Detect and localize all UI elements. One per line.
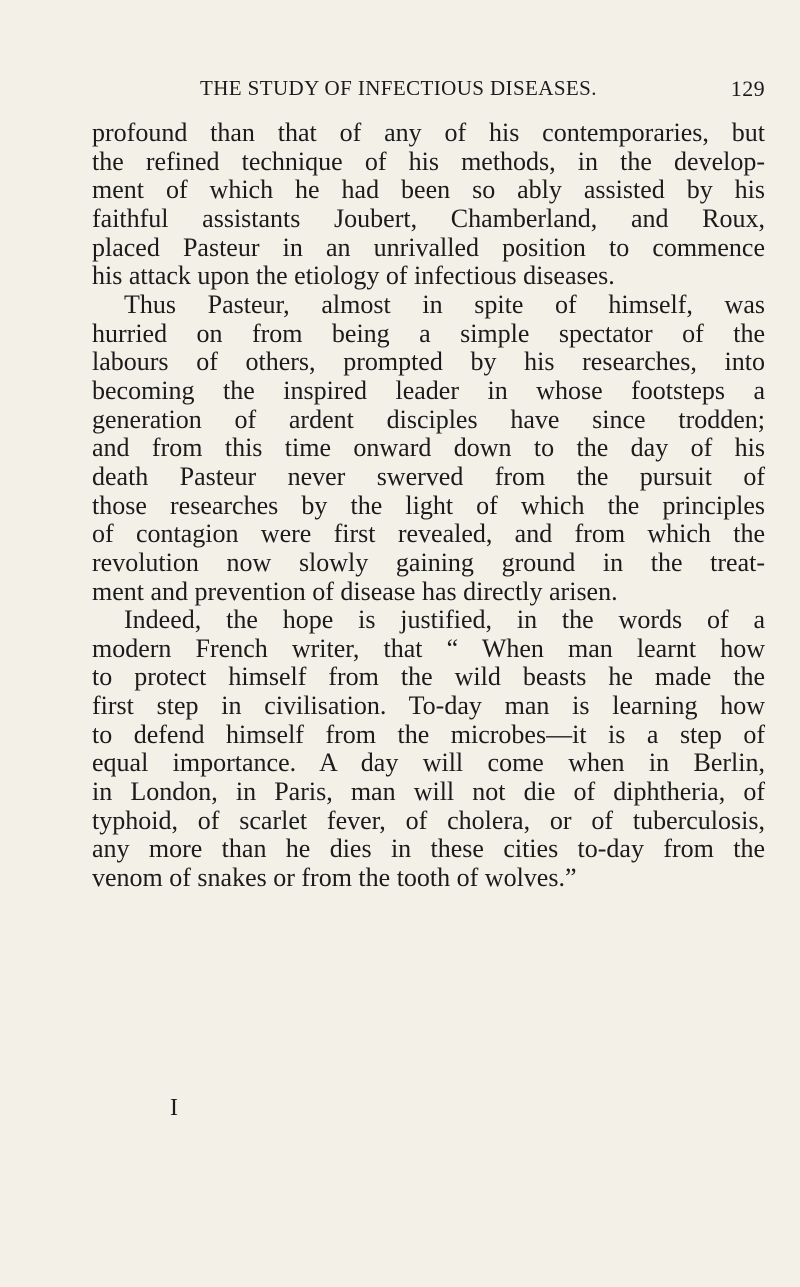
text-line: venom of snakes or from the tooth of wolves.” <box>92 863 577 893</box>
text-line: any more than he dies in these cities to-day from the <box>92 834 765 864</box>
text-line: in London, in Paris, man will not die of diphtheria, of <box>92 777 765 807</box>
text-line: modern French writer, that “ When man learnt how <box>92 633 765 663</box>
paragraph <box>92 119 765 291</box>
text-line: labours of others, prompted by his researches, into <box>92 347 765 377</box>
text-line: and from this time onward down to the day of his <box>92 433 765 463</box>
text-line: first step in civilisation. To-day man is learning how <box>92 691 765 721</box>
paragraph <box>92 291 765 606</box>
text-line: hurried on from being a simple spectator of the <box>92 318 765 348</box>
text-line: to defend himself from the microbes—it is a step of <box>92 719 765 749</box>
running-head <box>92 76 765 110</box>
text-line: the refined technique of his methods, in the develop- <box>92 146 765 176</box>
text-line: death Pasteur never swerved from the pursuit of <box>92 461 765 491</box>
text-line: typhoid, of scarlet fever, of cholera, or of tuberculosis, <box>92 805 765 835</box>
text-line: Thus Pasteur, almost in spite of himself, was <box>124 289 765 319</box>
text-line: ment and prevention of disease has directly arisen. <box>92 576 618 606</box>
paragraph <box>92 606 765 893</box>
text-line: his attack upon the etiology of infectious diseases. <box>92 261 615 291</box>
text-line: equal importance. A day will come when in Berlin, <box>92 748 765 778</box>
book-page <box>92 76 765 893</box>
text-line: ment of which he had been so ably assisted by his <box>92 175 765 205</box>
text-line: profound than that of any of his contemporaries, but <box>92 118 765 147</box>
text-line: Indeed, the hope is justified, in the words of a <box>124 605 765 635</box>
running-title: THE STUDY OF INFECTIOUS DISEASES. <box>200 76 597 100</box>
body-text <box>92 119 765 893</box>
page-number: 129 <box>730 76 765 101</box>
text-line: placed Pasteur in an unrivalled position to commence <box>92 232 765 262</box>
text-line: generation of ardent disciples have since trodden; <box>92 404 765 434</box>
text-line: revolution now slowly gaining ground in the treat- <box>92 547 765 577</box>
text-line: becoming the inspired leader in whose footsteps a <box>92 375 765 405</box>
text-line: faithful assistants Joubert, Chamberland, and Roux, <box>92 203 765 233</box>
text-line: those researches by the light of which the principles <box>92 490 765 520</box>
text-line: of contagion were first revealed, and from which the <box>92 519 765 549</box>
signature-mark: I <box>170 1095 178 1121</box>
text-line: to protect himself from the wild beasts he made the <box>92 662 765 692</box>
